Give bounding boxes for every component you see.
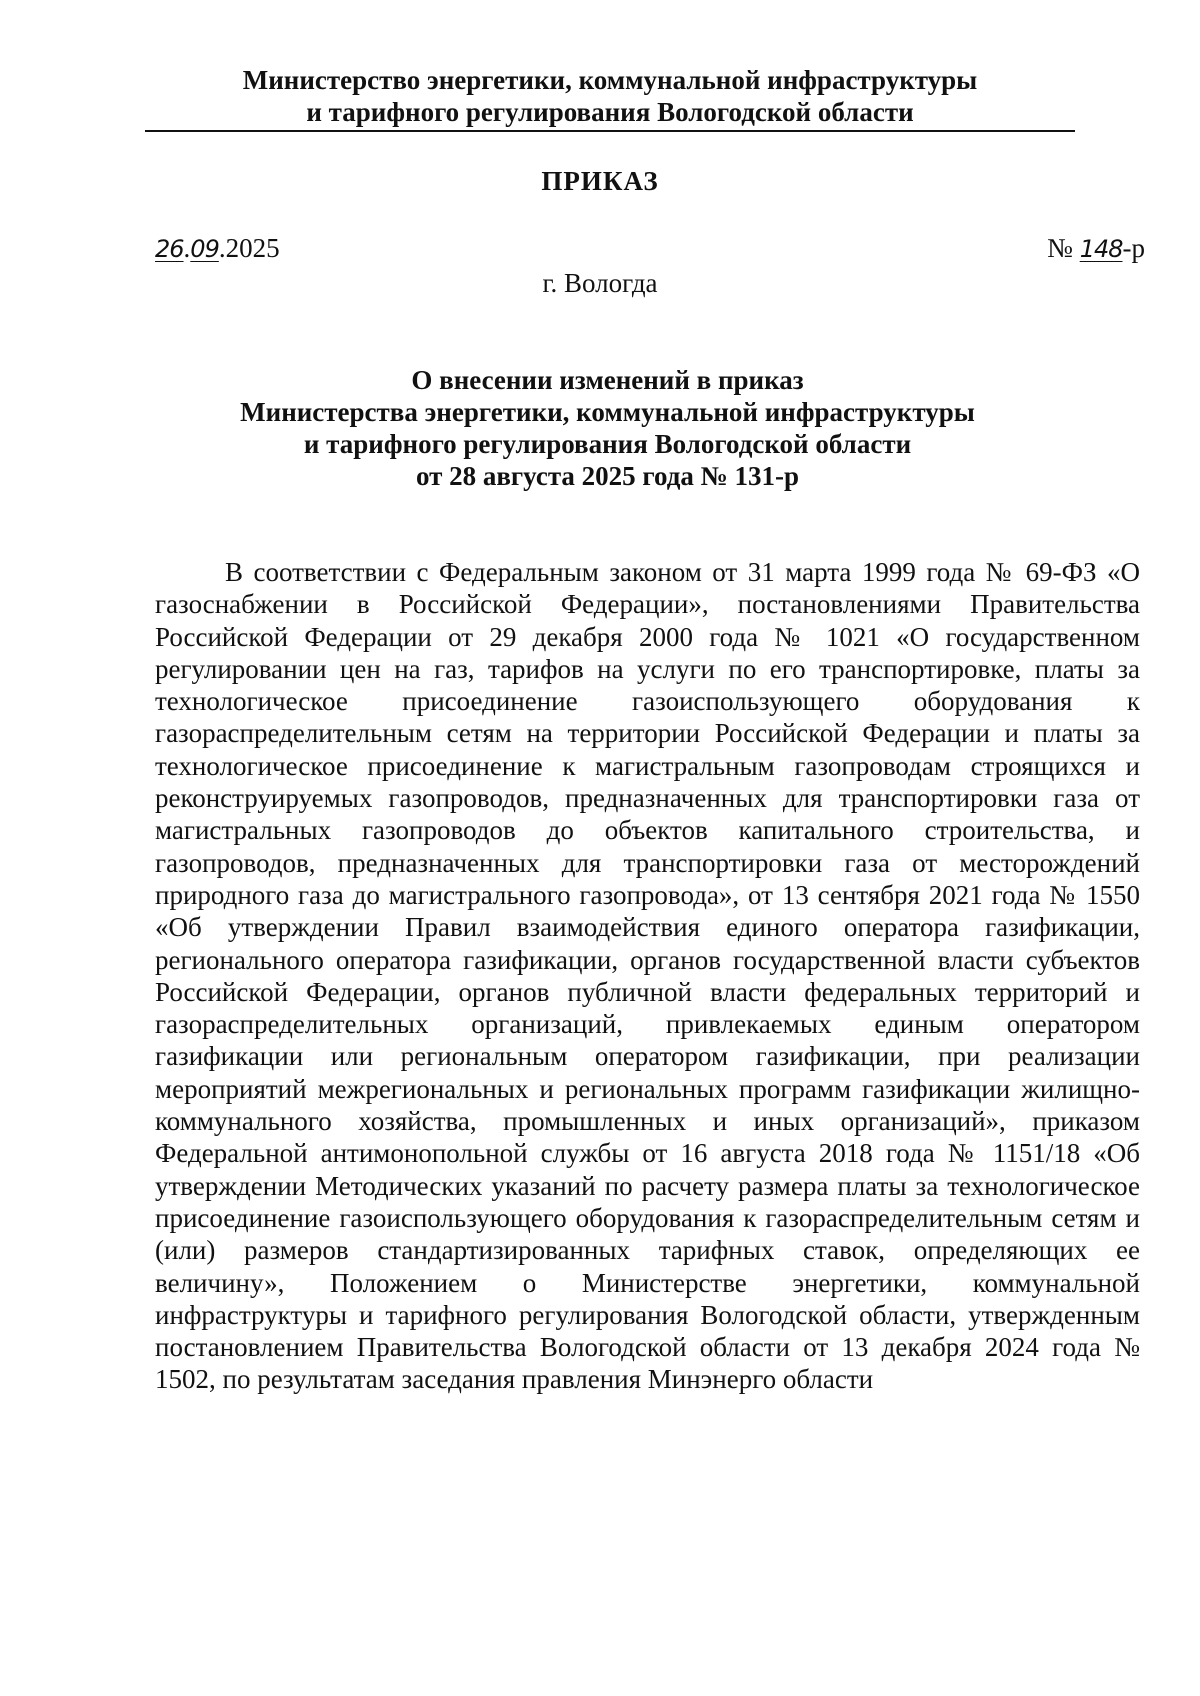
ministry-header-line-2: и тарифного регулирования Вологодской области [306, 97, 914, 127]
document-title [150, 364, 1065, 492]
document-city: г. Вологда [542, 268, 658, 298]
title-line-1: О внесении изменений в приказ [411, 365, 804, 395]
number-suffix: -р [1122, 233, 1145, 263]
handwritten-number: 148 [1079, 235, 1123, 263]
title-line-3: и тарифного регулирования Вологодской области [303, 429, 912, 459]
document-date: 26.09.2025 [155, 233, 280, 263]
document-type: ПРИКАЗ [541, 166, 659, 196]
document-body: В соответствии с Федеральным законом от 31 марта 1999 года № 69-ФЗ «О газоснабжении в Российской Федерации», постановлениями Правительства Российской Федерации от 29 декабря 2000 года № 1021 «О государственном регулировании цен на газ, тарифов на услуги по его транспортировке, платы за технологическое присоединение газоиспользующего оборудования к газораспределительным сетям на территории Российской Федерации и платы за технологическое присоединение к магистральным газопроводам строящихся и реконструируемых газопроводов, предназначенных для транспортировки газа от магистральных газопроводов до объектов капитального строительства, и газопроводов, предназначенных для транспортировки газа от месторождений природного газа до магистрального газопровода», от 13 сентября 2021 года № 1550 «Об утверждении Правил взаимодействия единого оператора газификации, регионального оператора газификации, органов государственной власти субъектов Российской Федерации, органов публичной власти федеральных территорий и газораспределительных организаций, привлекаемых единым оператором газификации или региональным оператором газификации, при реализации мероприятий межрегиональных и региональных программ газификации жилищно-коммунального хозяйства, промышленных и иных организаций», приказом Федеральной антимонопольной службы от 16 августа 2018 года № 1151/18 «Об утверждении Методических указаний по расчету размера платы за технологическое присоединение газоиспользующего оборудования к газораспределительным сетям и (или) размеров стандартизированных тарифных ставок, определяющих ее величину», Положением о Министерстве энергетики, коммунальной инфраструктуры и тарифного регулирования Вологодской области, утвержденным постановлением Правительства Вологодской области от 13 декабря 2024 года № 1502, по результатам заседания правления Минэнерго области [155, 557, 1140, 1395]
handwritten-month: 09 [190, 235, 219, 263]
document-number [1047, 233, 1145, 264]
title-line-2: Министерства энергетики, коммунальной инфраструктуры [240, 397, 975, 427]
title-line-4: от 28 августа 2025 года № 131-р [415, 461, 800, 491]
date-year: .2025 [218, 233, 280, 263]
ministry-header [145, 64, 1075, 128]
handwritten-day: 26 [155, 235, 184, 263]
header-divider [145, 130, 1075, 132]
number-prefix: № [1047, 233, 1080, 263]
ministry-header-line-1: Министерство энергетики, коммунальной инфраструктуры [242, 65, 978, 95]
